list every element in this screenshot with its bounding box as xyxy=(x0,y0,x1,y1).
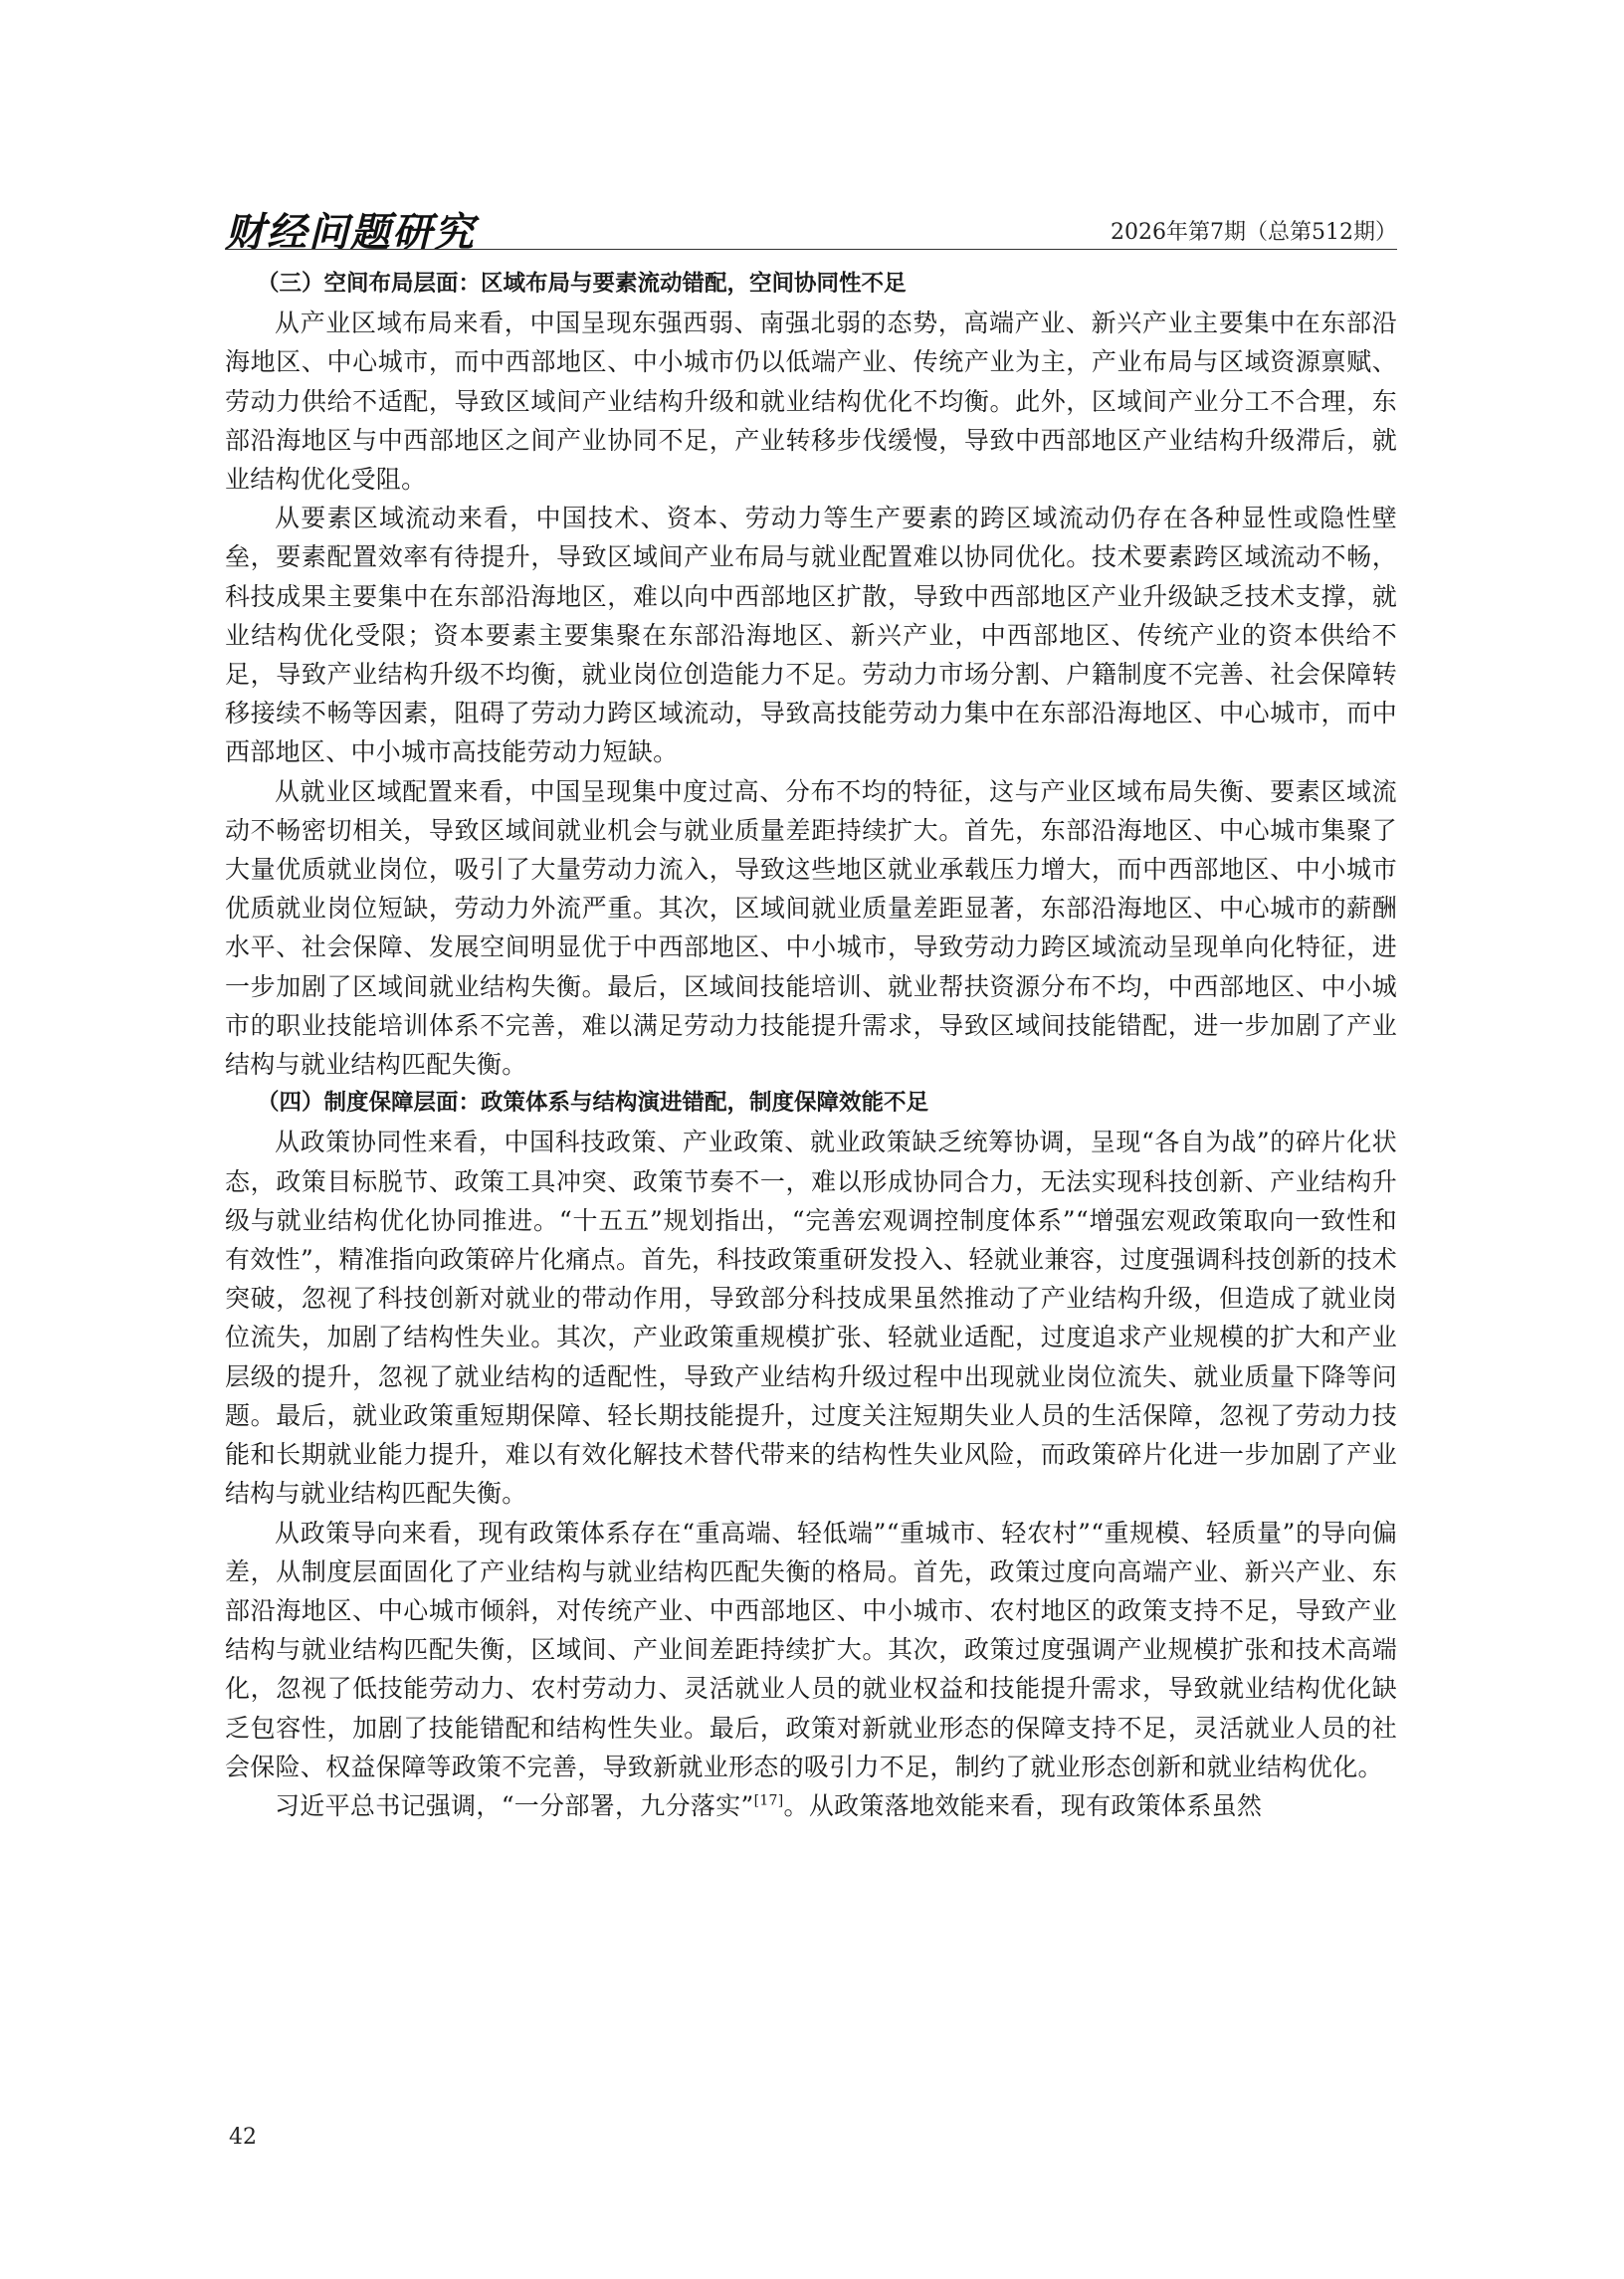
page-header xyxy=(225,199,1397,256)
paragraph: 从政策导向来看，现有政策体系存在“重高端、轻低端”“重城市、轻农村”“重规模、轻质量”的导向偏差，从制度层面固化了产业结构与就业结构匹配失衡的格局。首先，政策过度向高端产业、新兴产业、东部沿海地区、中心城市倾斜，对传统产业、中西部地区、中小城市、农村地区的政策支持不足，导致产业结构与就业结构匹配失衡，区域间、产业间差距持续扩大。其次，政策过度强调产业规模扩张和技术高端化，忽视了低技能劳动力、农村劳动力、灵活就业人员的就业权益和技能提升需求，导致就业结构优化缺乏包容性，加剧了技能错配和结构性失业。最后，政策对新就业形态的保障支持不足，灵活就业人员的社会保险、权益保障等政策不完善，导致新就业形态的吸引力不足，制约了就业形态创新和就业结构优化。 xyxy=(225,1518,1397,1781)
paragraph: 从政策协同性来看，中国科技政策、产业政策、就业政策缺乏统筹协调，呈现“各自为战”的碎片化状态，政策目标脱节、政策工具冲突、政策节奏不一，难以形成协同合力，无法实现科技创新、产业结构升级与就业结构优化协同推进。“十五五”规划指出，“完善宏观调控制度体系”“增强宏观政策取向一致性和有效性”，精准指向政策碎片化痛点。首先，科技政策重研发投入、轻就业兼容，过度强调科技创新的技术突破，忽视了科技创新对就业的带动作用，导致部分科技成果虽然推动了产业结构升级，但造成了就业岗位流失，加剧了结构性失业。其次，产业政策重规模扩张、轻就业适配，过度追求产业规模的扩大和产业层级的提升，忽视了就业结构的适配性，导致产业结构升级过程中出现就业岗位流失、就业质量下降等问题。最后，就业政策重短期保障、轻长期技能提升，过度关注短期失业人员的生活保障，忽视了劳动力技能和长期就业能力提升，难以有效化解技术替代带来的结构性失业风险，而政策碎片化进一步加剧了产业结构与就业结构匹配失衡。 xyxy=(225,1128,1397,1509)
section-heading: （三）空间布局层面：区域布局与要素流动错配，空间协同性不足 xyxy=(257,271,907,297)
issue-info: 2026年第7期（总第512期） xyxy=(1111,220,1397,245)
paragraph-text: 。从政策落地效能来看，现有政策体系虽然 xyxy=(783,1790,1263,1820)
paragraph: 从要素区域流动来看，中国技术、资本、劳动力等生产要素的跨区域流动仍存在各种显性或隐性壁垒，要素配置效率有待提升，导致区域间产业布局与就业配置难以协同优化。技术要素跨区域流动不畅，科技成果主要集中在东部沿海地区，难以向中西部地区扩散，导致中西部地区产业升级缺乏技术支撑，就业结构优化受限；资本要素主要集聚在东部沿海地区、新兴产业，中西部地区、传统产业的资本供给不足，导致产业结构升级不均衡，就业岗位创造能力不足。劳动力市场分割、户籍制度不完善、社会保障转移接续不畅等因素，阻碍了劳动力跨区域流动，导致高技能劳动力集中在东部沿海地区、中心城市，而中西部地区、中小城市高技能劳动力短缺。 xyxy=(225,504,1397,767)
paragraph-last xyxy=(225,1786,1397,1825)
journal-title: 财经问题研究 xyxy=(225,209,476,256)
paragraph-text: 习近平总书记强调，“一分部署，九分落实” xyxy=(275,1790,754,1820)
citation-ref: [17] xyxy=(753,1792,784,1809)
section-heading: （四）制度保障层面：政策体系与结构演进错配，制度保障效能不足 xyxy=(257,1090,929,1117)
header-divider xyxy=(225,249,1397,250)
paragraph: 从就业区域配置来看，中国呈现集中度过高、分布不均的特征，这与产业区域布局失衡、要素区域流动不畅密切相关，导致区域间就业机会与就业质量差距持续扩大。首先，东部沿海地区、中心城市集聚了大量优质就业岗位，吸引了大量劳动力流入，导致这些地区就业承载压力增大，而中西部地区、中小城市优质就业岗位短缺，劳动力外流严重。其次，区域间就业质量差距显著，东部沿海地区、中心城市的薪酬水平、社会保障、发展空间明显优于中西部地区、中小城市，导致劳动力跨区域流动呈现单向化特征，进一步加剧了区域间就业结构失衡。最后，区域间技能培训、就业帮扶资源分布不均，中西部地区、中小城市的职业技能培训体系不完善，难以满足劳动力技能提升需求，导致区域间技能错配，进一步加剧了产业结构与就业结构匹配失衡。 xyxy=(225,776,1397,1080)
paragraph: 从产业区域布局来看，中国呈现东强西弱、南强北弱的态势，高端产业、新兴产业主要集中在东部沿海地区、中心城市，而中西部地区、中小城市仍以低端产业、传统产业为主，产业布局与区域资源禀赋、劳动力供给不适配，导致区域间产业结构升级和就业结构优化不均衡。此外，区域间产业分工不合理，东部沿海地区与中西部地区之间产业协同不足，产业转移步伐缓慢，导致中西部地区产业结构升级滞后，就业结构优化受阻。 xyxy=(225,309,1397,495)
page-number: 42 xyxy=(229,2125,257,2150)
article-body xyxy=(225,265,1397,1825)
